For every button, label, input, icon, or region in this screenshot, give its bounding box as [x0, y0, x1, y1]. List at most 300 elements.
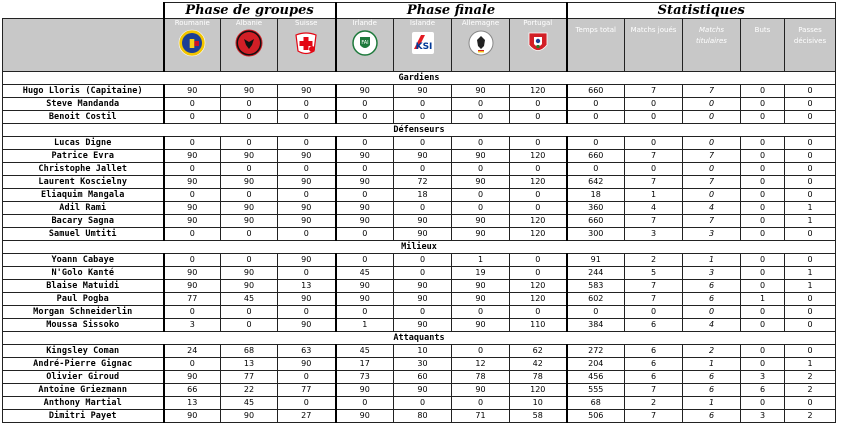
minutes-cell: 120	[510, 228, 567, 241]
minutes-cell: 1	[336, 319, 394, 332]
minutes-cell: 10	[394, 345, 452, 358]
svg-text:FAI: FAI	[361, 40, 369, 46]
stat-cell: 2	[785, 384, 836, 397]
minutes-cell: 90	[394, 85, 452, 98]
stat-cell: 0	[741, 98, 785, 111]
minutes-cell: 0	[510, 163, 567, 176]
minutes-cell: 90	[394, 293, 452, 306]
svg-text:KSI: KSI	[415, 42, 432, 52]
stat-cell: 0	[785, 111, 836, 124]
minutes-cell: 0	[278, 228, 336, 241]
minutes-cell: 60	[394, 371, 452, 384]
minutes-cell: 90	[336, 202, 394, 215]
minutes-cell: 73	[336, 371, 394, 384]
team-header-suisse	[278, 19, 336, 72]
stat-cell: 2	[625, 397, 683, 410]
position-group-header: Milieux	[3, 241, 836, 254]
player-row	[3, 345, 836, 358]
player-name: N'Golo Kanté	[3, 267, 164, 280]
stat-cell: 1	[785, 358, 836, 371]
minutes-cell: 90	[452, 280, 510, 293]
stats-header: Statistiques	[567, 3, 836, 19]
stat-cell: 0	[785, 293, 836, 306]
stat-cell: 7	[683, 85, 741, 98]
minutes-cell: 90	[336, 384, 394, 397]
stat-cell: 7	[683, 215, 741, 228]
stat-cell: 6	[683, 280, 741, 293]
stat-cell: 6	[683, 371, 741, 384]
squad-stats-table	[2, 2, 836, 423]
team-header-allemagne	[452, 19, 510, 72]
minutes-cell: 120	[510, 384, 567, 397]
minutes-cell: 0	[278, 98, 336, 111]
minutes-cell: 10	[510, 397, 567, 410]
stat-cell: 0	[741, 202, 785, 215]
stat-cell: 1	[785, 280, 836, 293]
player-header-blank	[3, 19, 164, 72]
minutes-cell: 0	[452, 111, 510, 124]
minutes-cell: 77	[278, 384, 336, 397]
stat-cell: 0	[741, 137, 785, 150]
minutes-cell: 0	[336, 397, 394, 410]
stat-cell: 506	[567, 410, 625, 423]
stat-cell: 0	[785, 189, 836, 202]
stat-cell: 0	[785, 150, 836, 163]
stat-cell: 660	[567, 215, 625, 228]
minutes-cell: 72	[394, 176, 452, 189]
minutes-cell: 80	[394, 410, 452, 423]
minutes-cell: 90	[164, 267, 221, 280]
minutes-cell: 120	[510, 150, 567, 163]
stat-cell: 1	[741, 293, 785, 306]
player-name: Benoit Costil	[3, 111, 164, 124]
stat-cell: 360	[567, 202, 625, 215]
stat-cell: 602	[567, 293, 625, 306]
minutes-cell: 90	[164, 85, 221, 98]
stat-cell: 7	[625, 280, 683, 293]
minutes-cell: 90	[164, 280, 221, 293]
stat-cell: 555	[567, 384, 625, 397]
minutes-cell: 90	[164, 176, 221, 189]
minutes-cell: 0	[278, 397, 336, 410]
stat-cell: 7	[625, 176, 683, 189]
minutes-cell: 71	[452, 410, 510, 423]
player-row	[3, 111, 836, 124]
minutes-cell: 0	[336, 98, 394, 111]
minutes-cell: 0	[336, 189, 394, 202]
stat-cell: 5	[625, 267, 683, 280]
minutes-cell: 90	[336, 410, 394, 423]
minutes-cell: 0	[394, 163, 452, 176]
minutes-cell: 45	[221, 293, 278, 306]
minutes-cell: 18	[394, 189, 452, 202]
player-name: Samuel Umtiti	[3, 228, 164, 241]
minutes-cell: 0	[336, 306, 394, 319]
player-name: Laurent Koscielny	[3, 176, 164, 189]
stat-cell: 0	[785, 345, 836, 358]
minutes-cell: 0	[278, 189, 336, 202]
position-group-header: Gardiens	[3, 72, 836, 85]
minutes-cell: 0	[452, 163, 510, 176]
minutes-cell: 66	[164, 384, 221, 397]
minutes-cell: 90	[221, 410, 278, 423]
minutes-cell: 0	[164, 254, 221, 267]
stat-cell: 0	[741, 345, 785, 358]
stat-cell: 6	[683, 293, 741, 306]
minutes-cell: 0	[221, 189, 278, 202]
stat-header: Buts	[741, 19, 785, 72]
stat-header: Passes décisives	[785, 19, 836, 72]
stat-cell: 0	[625, 111, 683, 124]
minutes-cell: 90	[394, 150, 452, 163]
stat-cell: 0	[785, 254, 836, 267]
stat-cell: 0	[785, 306, 836, 319]
stat-cell: 0	[785, 137, 836, 150]
minutes-cell: 0	[164, 98, 221, 111]
minutes-cell: 13	[221, 358, 278, 371]
minutes-cell: 90	[221, 85, 278, 98]
minutes-cell: 0	[336, 228, 394, 241]
minutes-cell: 0	[336, 137, 394, 150]
portugal-crest-icon	[510, 29, 566, 57]
minutes-cell: 90	[452, 176, 510, 189]
stat-cell: 456	[567, 371, 625, 384]
stat-cell: 0	[683, 163, 741, 176]
minutes-cell: 0	[510, 267, 567, 280]
player-row	[3, 202, 836, 215]
stat-cell: 0	[567, 137, 625, 150]
switzerland-crest-icon	[278, 29, 335, 57]
minutes-cell: 0	[278, 371, 336, 384]
stat-cell: 4	[683, 202, 741, 215]
player-row	[3, 215, 836, 228]
stat-cell: 0	[625, 306, 683, 319]
minutes-cell: 62	[510, 345, 567, 358]
minutes-cell: 90	[452, 215, 510, 228]
stat-cell: 0	[741, 228, 785, 241]
stat-cell: 6	[625, 345, 683, 358]
stat-cell: 0	[785, 163, 836, 176]
minutes-cell: 90	[336, 293, 394, 306]
stat-cell: 1	[683, 397, 741, 410]
stat-cell: 0	[785, 319, 836, 332]
stat-cell: 0	[567, 111, 625, 124]
team-label: Portugal	[523, 19, 553, 27]
minutes-cell: 0	[164, 163, 221, 176]
minutes-cell: 0	[221, 254, 278, 267]
team-header-portugal	[510, 19, 567, 72]
minutes-cell: 0	[278, 111, 336, 124]
player-row	[3, 371, 836, 384]
player-row	[3, 293, 836, 306]
stat-cell: 0	[741, 397, 785, 410]
stat-cell: 272	[567, 345, 625, 358]
stat-cell: 583	[567, 280, 625, 293]
stat-cell: 0	[741, 215, 785, 228]
minutes-cell: 90	[278, 202, 336, 215]
team-header-islande	[394, 19, 452, 72]
stat-cell: 0	[785, 228, 836, 241]
minutes-cell: 90	[394, 280, 452, 293]
stat-cell: 204	[567, 358, 625, 371]
stat-cell: 0	[567, 306, 625, 319]
minutes-cell: 0	[221, 163, 278, 176]
minutes-cell: 120	[510, 293, 567, 306]
minutes-cell: 0	[278, 137, 336, 150]
minutes-cell: 0	[394, 98, 452, 111]
minutes-cell: 13	[164, 397, 221, 410]
stat-cell: 7	[625, 150, 683, 163]
minutes-cell: 0	[452, 202, 510, 215]
player-row	[3, 137, 836, 150]
minutes-cell: 0	[278, 267, 336, 280]
stat-cell: 0	[567, 98, 625, 111]
minutes-cell: 42	[510, 358, 567, 371]
player-name: Yoann Cabaye	[3, 254, 164, 267]
minutes-cell: 90	[164, 202, 221, 215]
minutes-cell: 0	[164, 228, 221, 241]
team-header-albanie	[221, 19, 278, 72]
player-name: Eliaquim Mangala	[3, 189, 164, 202]
minutes-cell: 90	[221, 215, 278, 228]
minutes-cell: 0	[510, 98, 567, 111]
stat-header: Temps total	[567, 19, 625, 72]
minutes-cell: 0	[394, 254, 452, 267]
corner-blank	[3, 3, 164, 19]
stat-cell: 0	[741, 319, 785, 332]
albania-crest-icon	[221, 29, 277, 57]
stat-cell: 0	[683, 306, 741, 319]
minutes-cell: 120	[510, 215, 567, 228]
player-row	[3, 98, 836, 111]
stat-cell: 0	[741, 280, 785, 293]
player-name: Kingsley Coman	[3, 345, 164, 358]
minutes-cell: 58	[510, 410, 567, 423]
minutes-cell: 0	[452, 397, 510, 410]
minutes-cell: 13	[278, 280, 336, 293]
minutes-cell: 30	[394, 358, 452, 371]
stat-cell: 6	[683, 410, 741, 423]
stat-cell: 0	[741, 111, 785, 124]
minutes-cell: 90	[221, 150, 278, 163]
team-label: Suisse	[295, 19, 318, 27]
stat-cell: 0	[683, 98, 741, 111]
player-row	[3, 150, 836, 163]
minutes-cell: 0	[164, 306, 221, 319]
minutes-cell: 110	[510, 319, 567, 332]
player-name: Anthony Martial	[3, 397, 164, 410]
stat-cell: 384	[567, 319, 625, 332]
minutes-cell: 0	[394, 267, 452, 280]
player-row	[3, 267, 836, 280]
stat-cell: 3	[741, 371, 785, 384]
team-label: Allemagne	[461, 19, 500, 27]
minutes-cell: 0	[221, 319, 278, 332]
stat-cell: 1	[625, 189, 683, 202]
minutes-cell: 0	[452, 306, 510, 319]
stat-cell: 7	[625, 85, 683, 98]
stat-cell: 91	[567, 254, 625, 267]
minutes-cell: 90	[278, 215, 336, 228]
team-label: Roumanie	[174, 19, 210, 27]
stat-cell: 0	[741, 267, 785, 280]
minutes-cell: 24	[164, 345, 221, 358]
minutes-cell: 0	[510, 202, 567, 215]
minutes-cell: 45	[336, 267, 394, 280]
minutes-cell: 90	[336, 85, 394, 98]
stat-cell: 0	[741, 189, 785, 202]
team-header-roumanie	[164, 19, 221, 72]
team-label: Irlande	[352, 19, 377, 27]
minutes-cell: 90	[164, 371, 221, 384]
stat-cell: 0	[741, 163, 785, 176]
minutes-cell: 0	[164, 358, 221, 371]
stat-cell: 1	[785, 267, 836, 280]
stat-cell: 2	[785, 371, 836, 384]
stat-cell: 7	[625, 215, 683, 228]
stat-cell: 0	[683, 189, 741, 202]
stat-cell: 244	[567, 267, 625, 280]
minutes-cell: 0	[394, 137, 452, 150]
player-name: Adil Rami	[3, 202, 164, 215]
stat-cell: 0	[625, 98, 683, 111]
stat-cell: 0	[741, 150, 785, 163]
minutes-cell: 90	[452, 150, 510, 163]
stat-cell: 0	[625, 137, 683, 150]
minutes-cell: 0	[336, 254, 394, 267]
minutes-cell: 0	[278, 306, 336, 319]
minutes-cell: 90	[394, 228, 452, 241]
minutes-cell: 90	[221, 267, 278, 280]
stat-cell: 4	[683, 319, 741, 332]
stat-cell: 6	[625, 358, 683, 371]
minutes-cell: 0	[221, 137, 278, 150]
minutes-cell: 22	[221, 384, 278, 397]
minutes-cell: 120	[510, 85, 567, 98]
minutes-cell: 90	[336, 150, 394, 163]
stat-cell: 0	[785, 397, 836, 410]
player-name: Christophe Jallet	[3, 163, 164, 176]
stat-cell: 3	[683, 267, 741, 280]
player-row	[3, 228, 836, 241]
romania-crest-icon	[165, 29, 221, 57]
minutes-cell: 0	[452, 137, 510, 150]
minutes-cell: 0	[164, 189, 221, 202]
player-row	[3, 397, 836, 410]
minutes-cell: 0	[452, 98, 510, 111]
player-row	[3, 306, 836, 319]
final-stage-header: Phase finale	[336, 3, 567, 19]
minutes-cell: 90	[278, 176, 336, 189]
minutes-cell: 90	[336, 215, 394, 228]
stat-cell: 0	[741, 254, 785, 267]
stat-header: Matchs joués	[625, 19, 683, 72]
player-name: Dimitri Payet	[3, 410, 164, 423]
minutes-cell: 0	[394, 111, 452, 124]
player-row	[3, 358, 836, 371]
minutes-cell: 90	[278, 254, 336, 267]
player-row	[3, 176, 836, 189]
stat-cell: 0	[741, 176, 785, 189]
player-row	[3, 254, 836, 267]
player-name: Olivier Giroud	[3, 371, 164, 384]
minutes-cell: 0	[221, 111, 278, 124]
minutes-cell: 0	[336, 111, 394, 124]
minutes-cell: 0	[221, 228, 278, 241]
player-name: André-Pierre Gignac	[3, 358, 164, 371]
minutes-cell: 45	[221, 397, 278, 410]
stat-cell: 1	[683, 254, 741, 267]
minutes-cell: 0	[221, 306, 278, 319]
player-row	[3, 319, 836, 332]
ireland-crest-icon	[337, 29, 394, 57]
stat-cell: 0	[625, 163, 683, 176]
player-row	[3, 189, 836, 202]
minutes-cell: 90	[278, 319, 336, 332]
minutes-cell: 1	[452, 254, 510, 267]
stat-cell: 4	[625, 202, 683, 215]
minutes-cell: 0	[394, 397, 452, 410]
player-name: Paul Pogba	[3, 293, 164, 306]
minutes-cell: 12	[452, 358, 510, 371]
stat-cell: 2	[683, 345, 741, 358]
player-row	[3, 384, 836, 397]
minutes-cell: 90	[394, 384, 452, 397]
minutes-cell: 0	[394, 202, 452, 215]
stat-cell: 0	[785, 85, 836, 98]
minutes-cell: 120	[510, 176, 567, 189]
stat-cell: 0	[683, 111, 741, 124]
team-label: Islande	[409, 19, 436, 27]
player-name: Patrice Evra	[3, 150, 164, 163]
minutes-cell: 90	[452, 384, 510, 397]
stat-cell: 0	[785, 98, 836, 111]
minutes-cell: 90	[452, 85, 510, 98]
minutes-cell: 0	[510, 189, 567, 202]
minutes-cell: 0	[452, 345, 510, 358]
minutes-cell: 27	[278, 410, 336, 423]
minutes-cell: 90	[221, 176, 278, 189]
minutes-cell: 0	[164, 111, 221, 124]
stat-cell: 7	[683, 176, 741, 189]
minutes-cell: 0	[164, 137, 221, 150]
player-row	[3, 280, 836, 293]
team-label: Albanie	[235, 19, 263, 27]
player-name: Hugo Lloris (Capitaine)	[3, 85, 164, 98]
player-name: Antoine Griezmann	[3, 384, 164, 397]
minutes-cell: 3	[164, 319, 221, 332]
minutes-cell: 17	[336, 358, 394, 371]
stat-cell: 6	[741, 384, 785, 397]
stat-cell: 7	[683, 150, 741, 163]
minutes-cell: 120	[510, 280, 567, 293]
player-name: Bacary Sagna	[3, 215, 164, 228]
player-row	[3, 163, 836, 176]
stat-cell: 0	[567, 163, 625, 176]
minutes-cell: 0	[221, 98, 278, 111]
minutes-cell: 90	[164, 410, 221, 423]
germany-crest-icon	[452, 29, 509, 57]
stat-cell: 300	[567, 228, 625, 241]
stat-cell: 7	[625, 384, 683, 397]
stat-cell: 6	[625, 319, 683, 332]
stat-cell: 6	[625, 371, 683, 384]
stat-cell: 1	[785, 202, 836, 215]
minutes-cell: 90	[278, 293, 336, 306]
player-name: Steve Mandanda	[3, 98, 164, 111]
stat-cell: 2	[625, 254, 683, 267]
minutes-cell: 0	[278, 163, 336, 176]
